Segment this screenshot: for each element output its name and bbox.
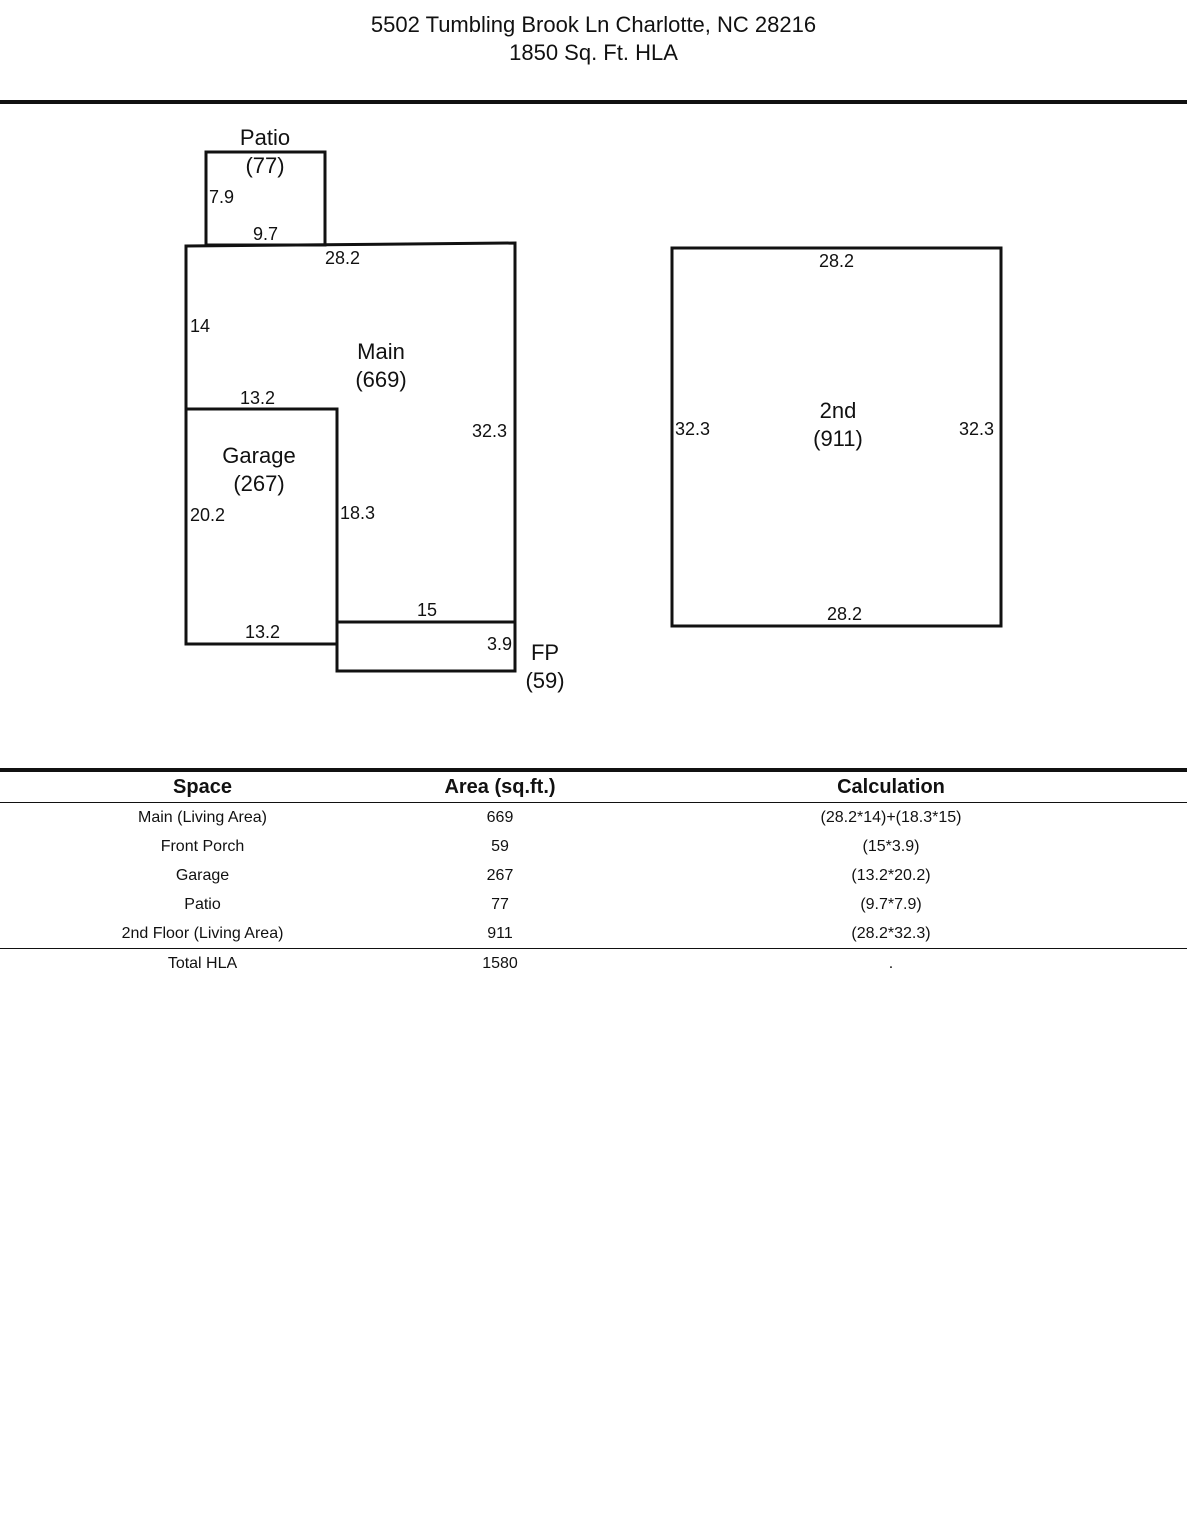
dim-main-top: 28.2 [325,248,361,268]
cell-space: Garage [175,866,230,884]
cell-calculation: (13.2*20.2) [851,866,931,884]
dim-garage-top: 13.2 [240,388,276,408]
cell-calculation: (15*3.9) [862,837,920,855]
cell-space: 2nd Floor (Living Area) [0,919,405,949]
fp-area: (59) [525,668,565,693]
dim-main-bottom: 15 [417,600,438,620]
garage-room-label [204,442,314,498]
main-name: Main [357,339,405,364]
cell-area: 669 [486,808,514,826]
area-table [0,772,1187,978]
cell-area: 911 [405,919,595,949]
col-space-header: Space [0,772,405,803]
col-area-header: Area (sq.ft.) [405,772,595,803]
table-row [0,803,1187,833]
second-name: 2nd [819,398,857,423]
table-header-row [0,772,1187,803]
dim-second-left: 32.3 [675,419,711,439]
main-area: (669) [355,367,407,392]
cell-area: 267 [486,866,514,884]
dim-garage-bottom: 13.2 [245,622,281,642]
hla-subtitle: 1850 Sq. Ft. HLA [509,40,678,65]
table-row [0,919,1187,949]
table-total-row [0,949,1187,979]
dim-patio-side: 7.9 [209,187,235,207]
dim-main-right: 32.3 [472,421,508,441]
table-row [0,861,1187,890]
dim-second-top: 28.2 [819,251,855,271]
main-room-label [331,338,431,394]
fp-name: FP [530,640,560,665]
cell-calculation: (9.7*7.9) [860,895,922,913]
dim-fp-side: 3.9 [487,634,513,654]
second-area: (911) [813,426,863,451]
cell-calculation: (28.2*14)+(18.3*15) [820,808,962,826]
cell-calculation: (28.2*32.3) [595,919,1187,949]
patio-area: (77) [245,153,285,178]
main-outline [186,243,515,622]
table-row [0,890,1187,919]
cell-space: Patio [184,895,221,913]
col-calculation-header: Calculation [595,772,1187,803]
dim-patio-bottom: 9.7 [253,224,279,244]
dim-garage-right: 18.3 [340,503,376,523]
dim-second-bottom: 28.2 [827,604,863,624]
fp-room-label [505,639,585,695]
cell-space: Front Porch [160,837,245,855]
garage-name: Garage [222,443,296,468]
address-title: 5502 Tumbling Brook Ln Charlotte, NC 28216 [370,12,817,37]
patio-room-label [215,124,315,180]
total-label: Total HLA [167,954,238,972]
second-room-label [788,397,888,453]
dim-second-right: 32.3 [959,419,995,439]
cell-space: Main (Living Area) [138,808,267,826]
cell-area: 77 [491,895,509,913]
floor-plan-sketch [0,0,1187,760]
dim-garage-left: 20.2 [190,505,226,525]
cell-area: 59 [491,837,509,855]
patio-name: Patio [239,125,291,150]
total-calculation: . [888,954,894,972]
total-area: 1580 [482,954,518,972]
dim-main-left: 14 [190,316,211,336]
garage-area: (267) [233,471,285,496]
table-row [0,832,1187,861]
